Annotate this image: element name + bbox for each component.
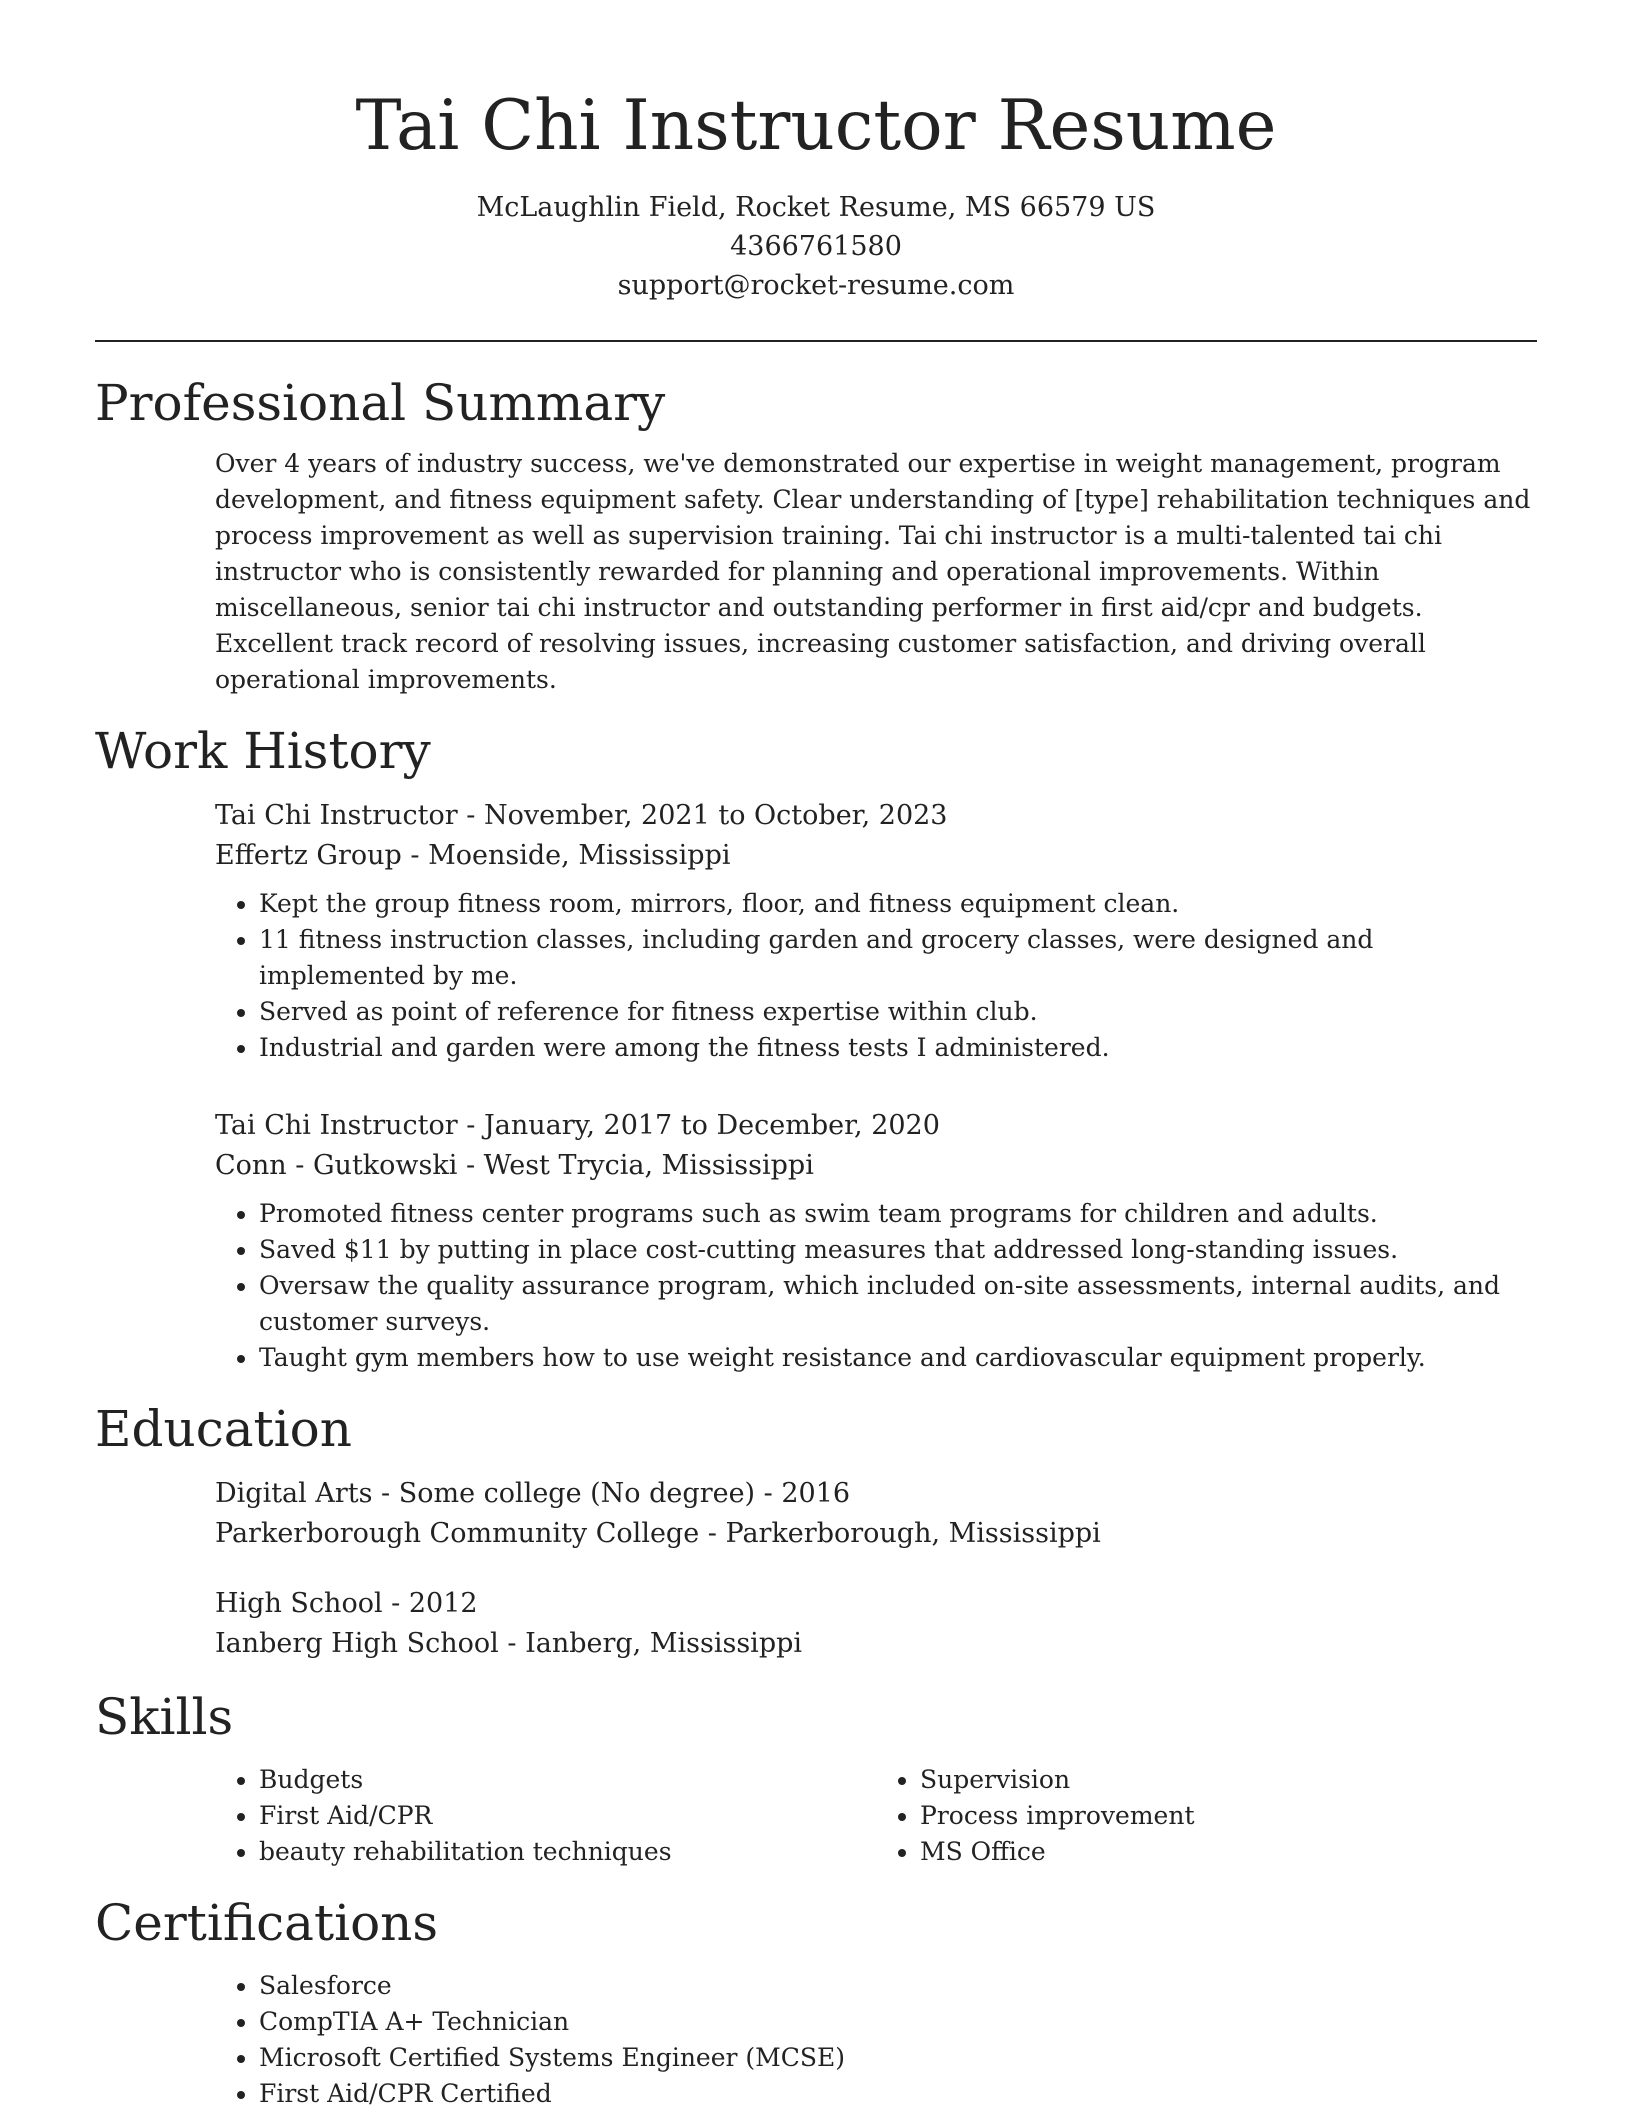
work-history-section [95,720,1537,1376]
job-company: Effertz Group [215,840,402,871]
job-bullet: • 11 fitness instruction classes, including garden and grocery classes, were designed and implemented by me. [259,922,1537,994]
certification-item: • Microsoft Certified Systems Engineer (MCSE) [259,2040,1537,2076]
job-entry [215,1106,1537,1376]
education-school-line [215,1514,1537,1554]
job-bullet: • Saved $11 by putting in place cost-cutting measures that addressed long-standing issues. [259,1232,1537,1268]
certification-item: • First Aid/CPR Certified [259,2076,1537,2112]
certifications-list [215,1968,1537,2112]
summary-heading: Professional Summary [95,374,666,432]
education-year: - 2012 [382,1588,478,1619]
job-bullet: • Oversaw the quality assurance program, which included on-site assessments, internal audits, and customer surveys. [259,1268,1537,1340]
job-title: Tai Chi Instructor [215,800,458,831]
skills-list-left [215,1762,876,1870]
job-company: Conn - Gutkowski [215,1150,458,1181]
education-school: Parkerborough Community College [215,1518,700,1549]
contact-email: support@rocket-resume.com [617,270,1015,301]
certification-item: • CompTIA A+ Technician [259,2004,1537,2040]
education-degree: Digital Arts - Some college (No degree) [215,1478,756,1509]
skills-list-right [876,1762,1537,1870]
job-location: - West Trycia, Mississippi [457,1150,814,1181]
skill-item: • Budgets [259,1762,876,1798]
job-dates: - November, 2021 to October, 2023 [457,800,948,831]
education-entry [215,1474,1537,1554]
job-title: Tai Chi Instructor [215,1110,458,1141]
skills-heading: Skills [95,1688,234,1746]
education-degree-line [215,1584,1537,1624]
education-section [95,1398,1537,1664]
resume-header [95,0,1537,305]
work-history-heading: Work History [95,722,431,780]
job-company-line [215,836,1537,876]
education-body [95,1474,1537,1664]
skill-item: • Supervision [920,1762,1537,1798]
education-year: - 2016 [755,1478,851,1509]
education-degree: High School [215,1588,383,1619]
skills-section [95,1686,1537,1870]
job-bullet: • Taught gym members how to use weight resistance and cardiovascular equipment properly. [259,1340,1537,1376]
job-bullets [215,886,1537,1066]
skill-item: • Process improvement [920,1798,1537,1834]
contact-address: McLaughlin Field, Rocket Resume, MS 66579 US [476,192,1156,223]
education-location: - Ianberg, Mississippi [498,1628,803,1659]
education-heading: Education [95,1400,352,1458]
header-divider [95,340,1537,342]
education-school-line [215,1624,1537,1664]
certifications-heading: Certifications [95,1894,439,1952]
summary-section [95,372,1537,698]
skill-item: • beauty rehabilitation techniques [259,1834,876,1870]
certifications-body [95,1968,1537,2112]
certification-item: • Salesforce [259,1968,1537,2004]
job-bullet: • Kept the group fitness room, mirrors, floor, and fitness equipment clean. [259,886,1537,922]
job-bullet: • Promoted fitness center programs such as swim team programs for children and adults. [259,1196,1537,1232]
job-bullets [215,1196,1537,1376]
job-entry [215,796,1537,1066]
job-company-line [215,1146,1537,1186]
contact-phone: 4366761580 [730,231,902,262]
job-bullet: • Industrial and garden were among the fitness tests I administered. [259,1030,1537,1066]
job-location: - Moenside, Mississippi [401,840,731,871]
skill-item: • MS Office [920,1834,1537,1870]
job-dates: - January, 2017 to December, 2020 [457,1110,940,1141]
education-degree-line [215,1474,1537,1514]
job-bullet: • Served as point of reference for fitness expertise within club. [259,994,1537,1030]
education-school: Ianberg High School [215,1628,499,1659]
skills-body [95,1762,1537,1870]
resume-title: Tai Chi Instructor Resume [355,86,1277,166]
job-title-line [215,1106,1537,1146]
job-title-line [215,796,1537,836]
certifications-section [95,1892,1537,2112]
skills-grid [215,1762,1537,1870]
education-entry [215,1584,1537,1664]
summary-body [95,446,1537,698]
contact-info [95,188,1537,305]
skill-item: • First Aid/CPR [259,1798,876,1834]
education-location: - Parkerborough, Mississippi [699,1518,1101,1549]
summary-text: Over 4 years of industry success, we've demonstrated our expertise in weight management, program development, and fitness equipment safety. Clear understanding of [type] rehabilitation techniques and process improvement as well as supervision training. Tai chi instructor is a multi-talented tai chi instructor who is consistently rewarded for planning and operational improvements. Within miscellaneous, senior tai chi instructor and outstanding performer in first aid/cpr and budgets. Excellent track record of resolving issues, increasing customer satisfaction, and driving overall operational improvements. [215,449,1531,694]
work-history-body [95,796,1537,1376]
